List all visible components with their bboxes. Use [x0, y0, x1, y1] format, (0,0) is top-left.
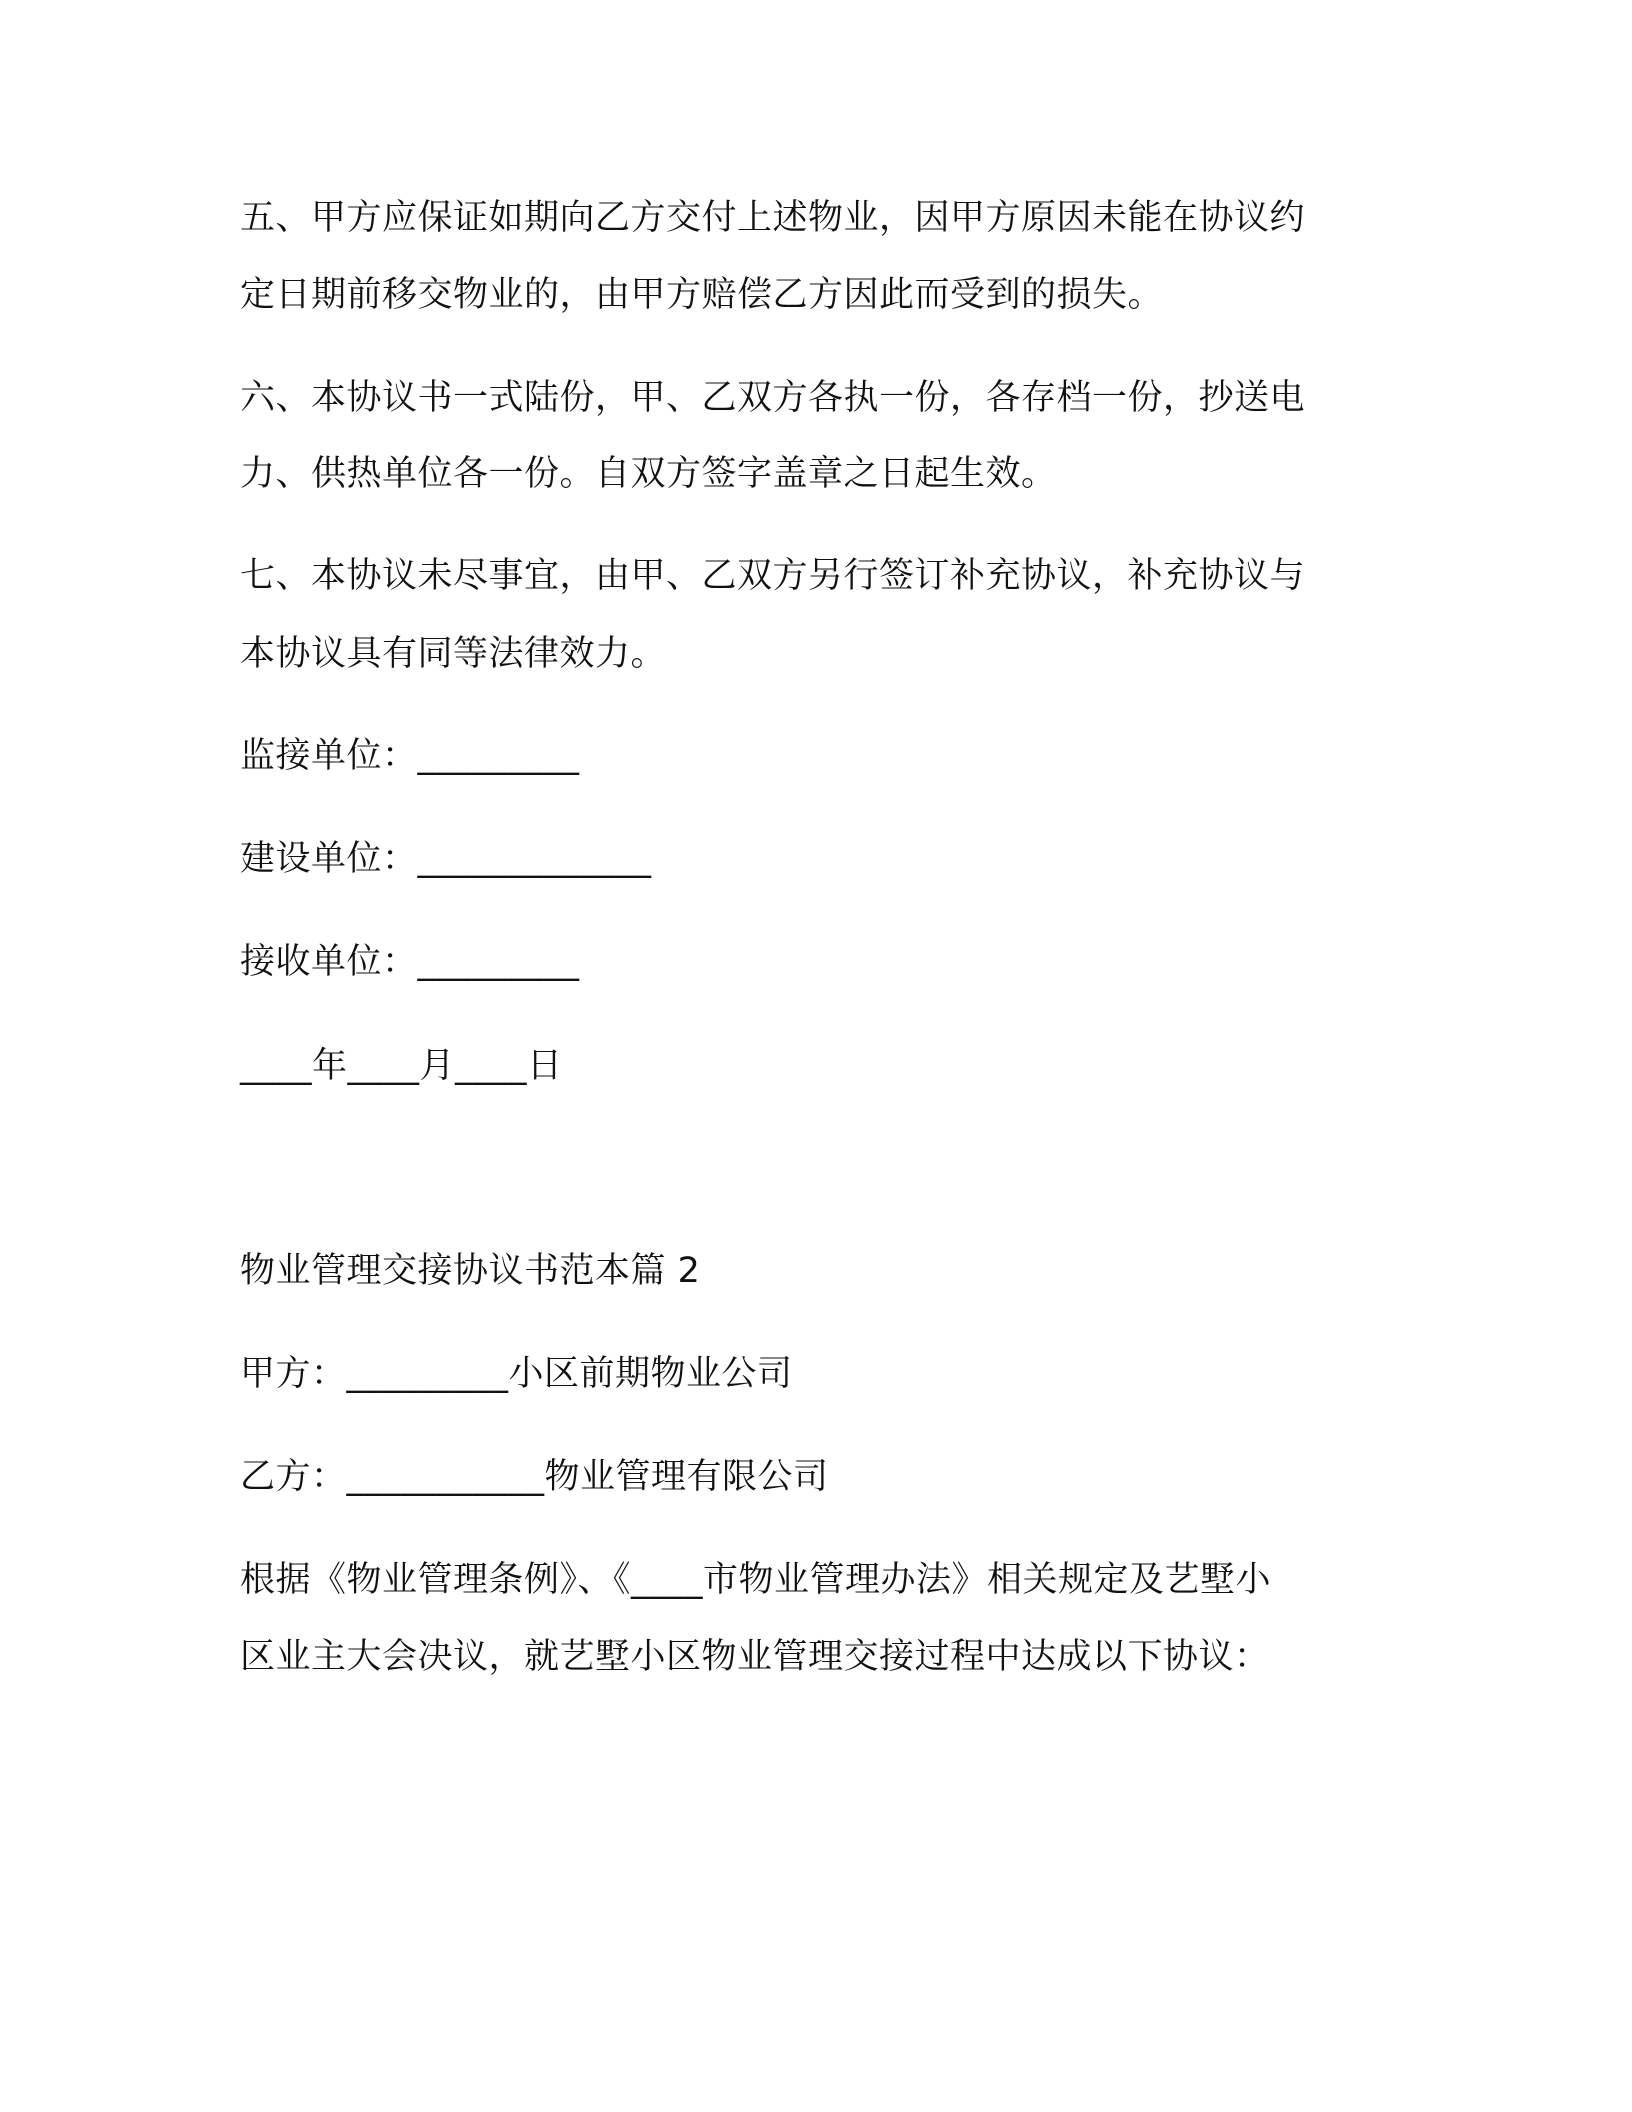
- section-2-title: 物业管理交接协议书范本篇 2: [240, 1251, 701, 1291]
- clause-6-line-2: 力、供热单位各一份。自双方签字盖章之日起生效。: [240, 454, 1057, 494]
- clause-5-line-1: 五、甲方应保证如期向乙方交付上述物业，因甲方原因未能在协议约: [240, 198, 1306, 238]
- clause-7-line-1: 七、本协议未尽事宜，由甲、乙双方另行签订补充协议，补充协议与: [240, 556, 1306, 596]
- supervisor-signature-line: 监接单位：_________: [240, 736, 580, 776]
- intro-line-1: 根据《物业管理条例》、《____市物业管理办法》相关规定及艺墅小: [240, 1560, 1272, 1600]
- party-a-line: 甲方：_________小区前期物业公司: [240, 1354, 793, 1394]
- clause-6-line-1: 六、本协议书一式陆份，甲、乙双方各执一份，各存档一份，抄送电: [240, 378, 1306, 418]
- builder-signature-line: 建设单位：_____________: [240, 839, 652, 879]
- date-line: ____年____月____日: [240, 1046, 563, 1086]
- intro-line-2: 区业主大会决议，就艺墅小区物业管理交接过程中达成以下协议：: [240, 1637, 1270, 1677]
- party-b-line: 乙方：___________物业管理有限公司: [240, 1457, 829, 1497]
- clause-7-line-2: 本协议具有同等法律效力。: [240, 634, 667, 674]
- receiver-signature-line: 接收单位：_________: [240, 942, 580, 982]
- clause-5-line-2: 定日期前移交物业的，由甲方赔偿乙方因此而受到的损失。: [240, 275, 1164, 315]
